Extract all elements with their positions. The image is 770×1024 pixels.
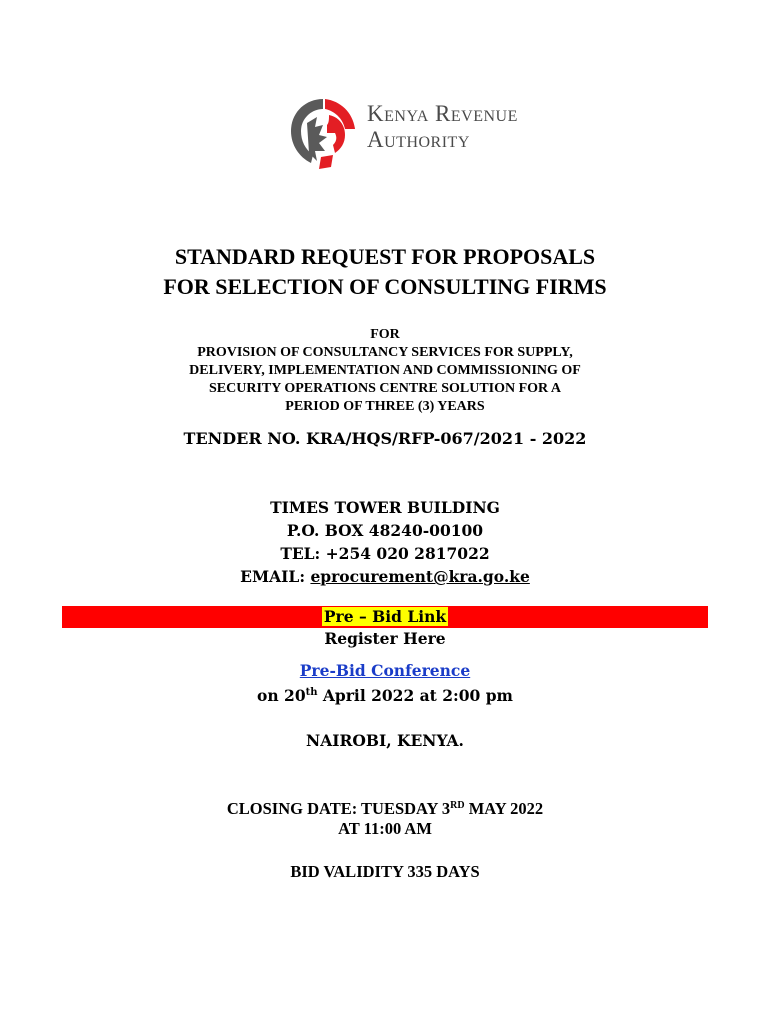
subject-line-3: SECURITY OPERATIONS CENTRE SOLUTION FOR A — [208, 381, 561, 396]
prebid-date — [0, 682, 770, 707]
lion-head-icon — [283, 95, 359, 171]
document-title-line-2: FOR SELECTION OF CONSULTING FIRMS — [163, 274, 607, 299]
logo-line-1: Kenya Revenue — [367, 101, 518, 126]
subject-line-4: PERIOD OF THREE (3) YEARS — [285, 399, 485, 414]
register-here-link[interactable]: Register Here — [324, 629, 446, 648]
logo-line-2: Authority — [367, 127, 470, 152]
prebid-link[interactable]: Pre – Bid Link — [323, 607, 447, 626]
kra-logo — [283, 95, 603, 175]
prebid-link-line — [0, 606, 770, 628]
tender-number: TENDER NO. KRA/HQS/RFP-067/2021 - 2022 — [183, 429, 587, 448]
prebid-date-prefix: on 20 — [257, 686, 306, 705]
prebid-conference-link[interactable]: Pre-Bid Conference — [299, 661, 471, 680]
subject-for: FOR — [370, 327, 400, 342]
bid-validity: BID VALIDITY 335 DAYS — [290, 862, 480, 881]
contact-po-box: P.O. BOX 48240-00100 — [286, 521, 484, 540]
contact-tel: TEL: +254 020 2817022 — [280, 544, 490, 563]
closing-date-sup: RD — [450, 800, 465, 811]
logo-wordmark — [367, 101, 518, 153]
email-label: EMAIL: — [240, 567, 311, 586]
prebid-date-sup: th — [305, 687, 318, 698]
contact-email-line — [0, 565, 770, 588]
contact-block — [0, 496, 770, 588]
prebid-conference-line — [0, 660, 770, 682]
closing-time: AT 11:00 AM — [338, 819, 432, 838]
document-title-line-1: STANDARD REQUEST FOR PROPOSALS — [174, 244, 596, 269]
closing-date-prefix: CLOSING DATE: TUESDAY 3 — [226, 799, 451, 818]
email-link[interactable]: eprocurement@kra.go.ke — [310, 567, 530, 586]
contact-building: TIMES TOWER BUILDING — [270, 498, 500, 517]
prebid-date-suffix: April 2022 at 2:00 pm — [317, 686, 513, 705]
subject-line-1: PROVISION OF CONSULTANCY SERVICES FOR SUPPLY, — [197, 345, 573, 360]
location: NAIROBI, KENYA. — [306, 731, 464, 750]
closing-date-suffix: MAY 2022 — [464, 799, 544, 818]
subject-line-2: DELIVERY, IMPLEMENTATION AND COMMISSIONING OF — [189, 363, 581, 378]
